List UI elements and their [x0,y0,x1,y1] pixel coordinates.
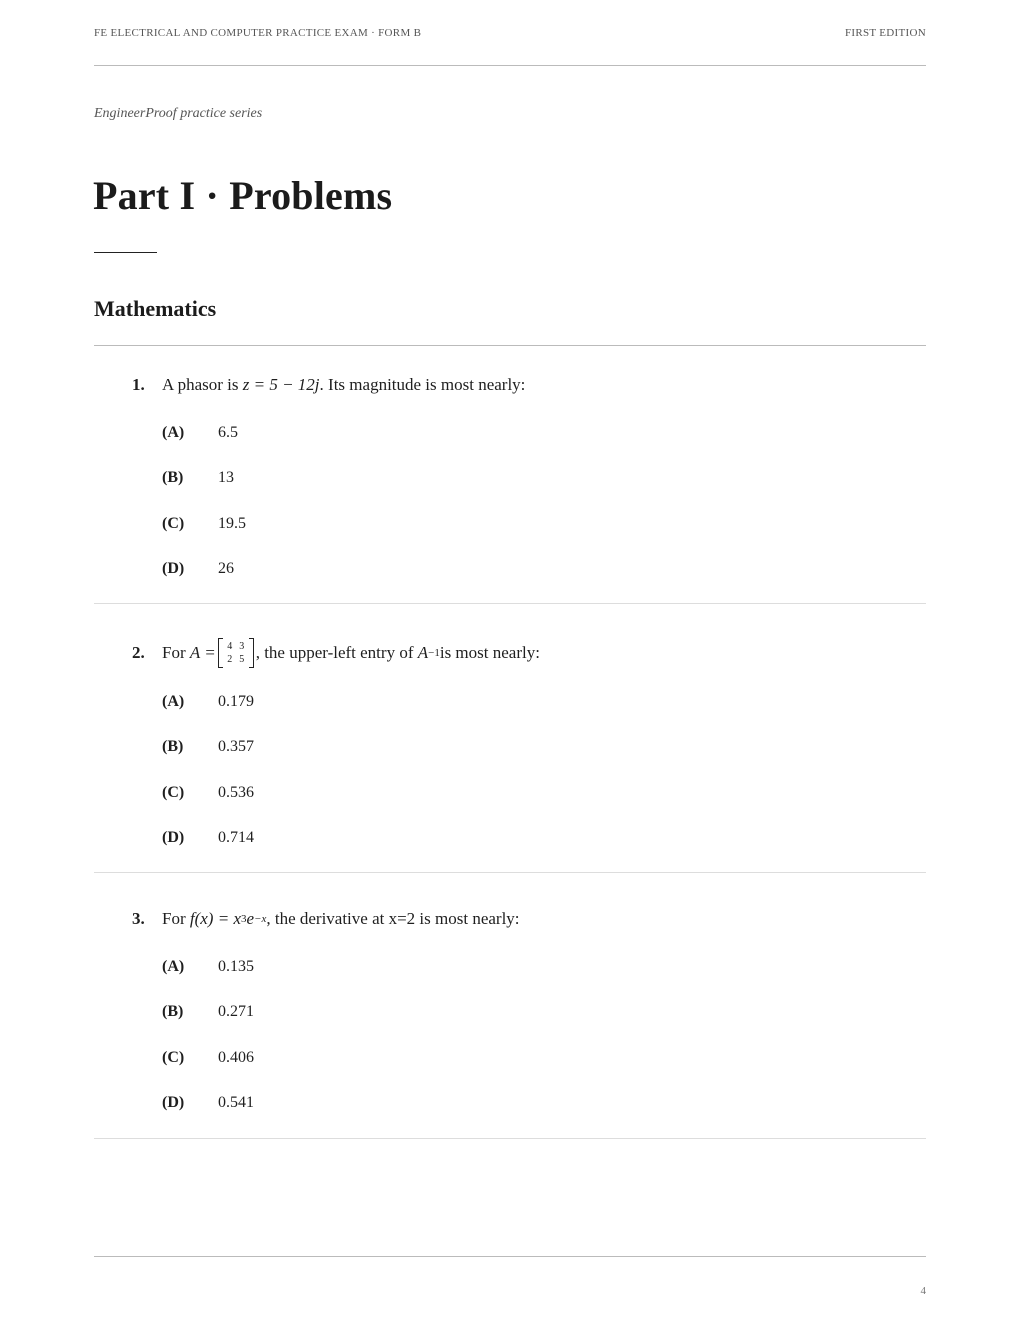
option-b[interactable]: (B) 13 [162,469,234,486]
option-d[interactable]: (D) 0.541 [162,1094,254,1111]
problem-text: A phasor is z = 5 − 12j . Its magnitude is most nearly: [162,375,526,394]
option-c[interactable]: (C) 19.5 [162,515,246,532]
option-d[interactable]: (D) 26 [162,560,234,577]
problem-stem [132,375,525,395]
math-superscript: 3 [240,913,247,925]
header-rule [94,65,926,66]
footer-rule [94,1256,926,1257]
header-edition: FIRST EDITION [844,27,926,39]
problem-stem [132,909,520,929]
problem-divider [94,1138,926,1139]
math-expression: A [417,643,429,662]
option-a[interactable]: (A) 6.5 [162,424,238,441]
math-expression: e [246,909,255,928]
problem-3 [94,873,926,1139]
math-expression: f(x) = x [189,909,241,928]
problem-number: 3. [132,909,145,928]
problem-text: For f(x) = x 3 e −x , the derivative at x=2 is most nearly: [162,909,520,928]
part-title: Part I · Problems [93,173,393,218]
option-a[interactable]: (A) 0.179 [162,693,254,710]
matrix-entry: 4 [227,641,233,652]
problem-stem [132,638,540,668]
math-superscript: −x [254,913,267,925]
math-expression: A = [189,643,216,662]
problem-number: 1. [132,375,145,394]
option-c[interactable]: (C) 0.536 [162,784,254,801]
matrix [218,638,254,668]
matrix-entry: 3 [239,641,245,652]
problem-text: For A = 4 3 2 5 , the upper-left entry of A −1 is most nearly: [162,638,540,668]
problem-2 [94,604,926,873]
option-a[interactable]: (A) 0.135 [162,958,254,975]
option-d[interactable]: (D) 0.714 [162,829,254,846]
option-c[interactable]: (C) 0.406 [162,1049,254,1066]
math-expression: z = 5 − 12j [242,375,320,394]
page-number: 4 [920,1285,926,1297]
matrix-entry: 5 [239,654,245,665]
series-label: EngineerProof practice series [94,106,263,121]
header-exam-title: FE ELECTRICAL AND COMPUTER PRACTICE EXAM · FORM B [94,27,422,39]
option-b[interactable]: (B) 0.271 [162,1003,254,1020]
problem-number: 2. [132,643,145,662]
running-header [94,27,926,39]
problem-1 [94,346,926,604]
math-superscript: −1 [428,647,440,659]
option-b[interactable]: (B) 0.357 [162,738,254,755]
matrix-entry: 2 [227,654,233,665]
matrix-right-bracket [249,638,254,668]
section-title: Mathematics [94,296,217,321]
title-underline [94,252,157,253]
matrix-entries [223,640,249,666]
